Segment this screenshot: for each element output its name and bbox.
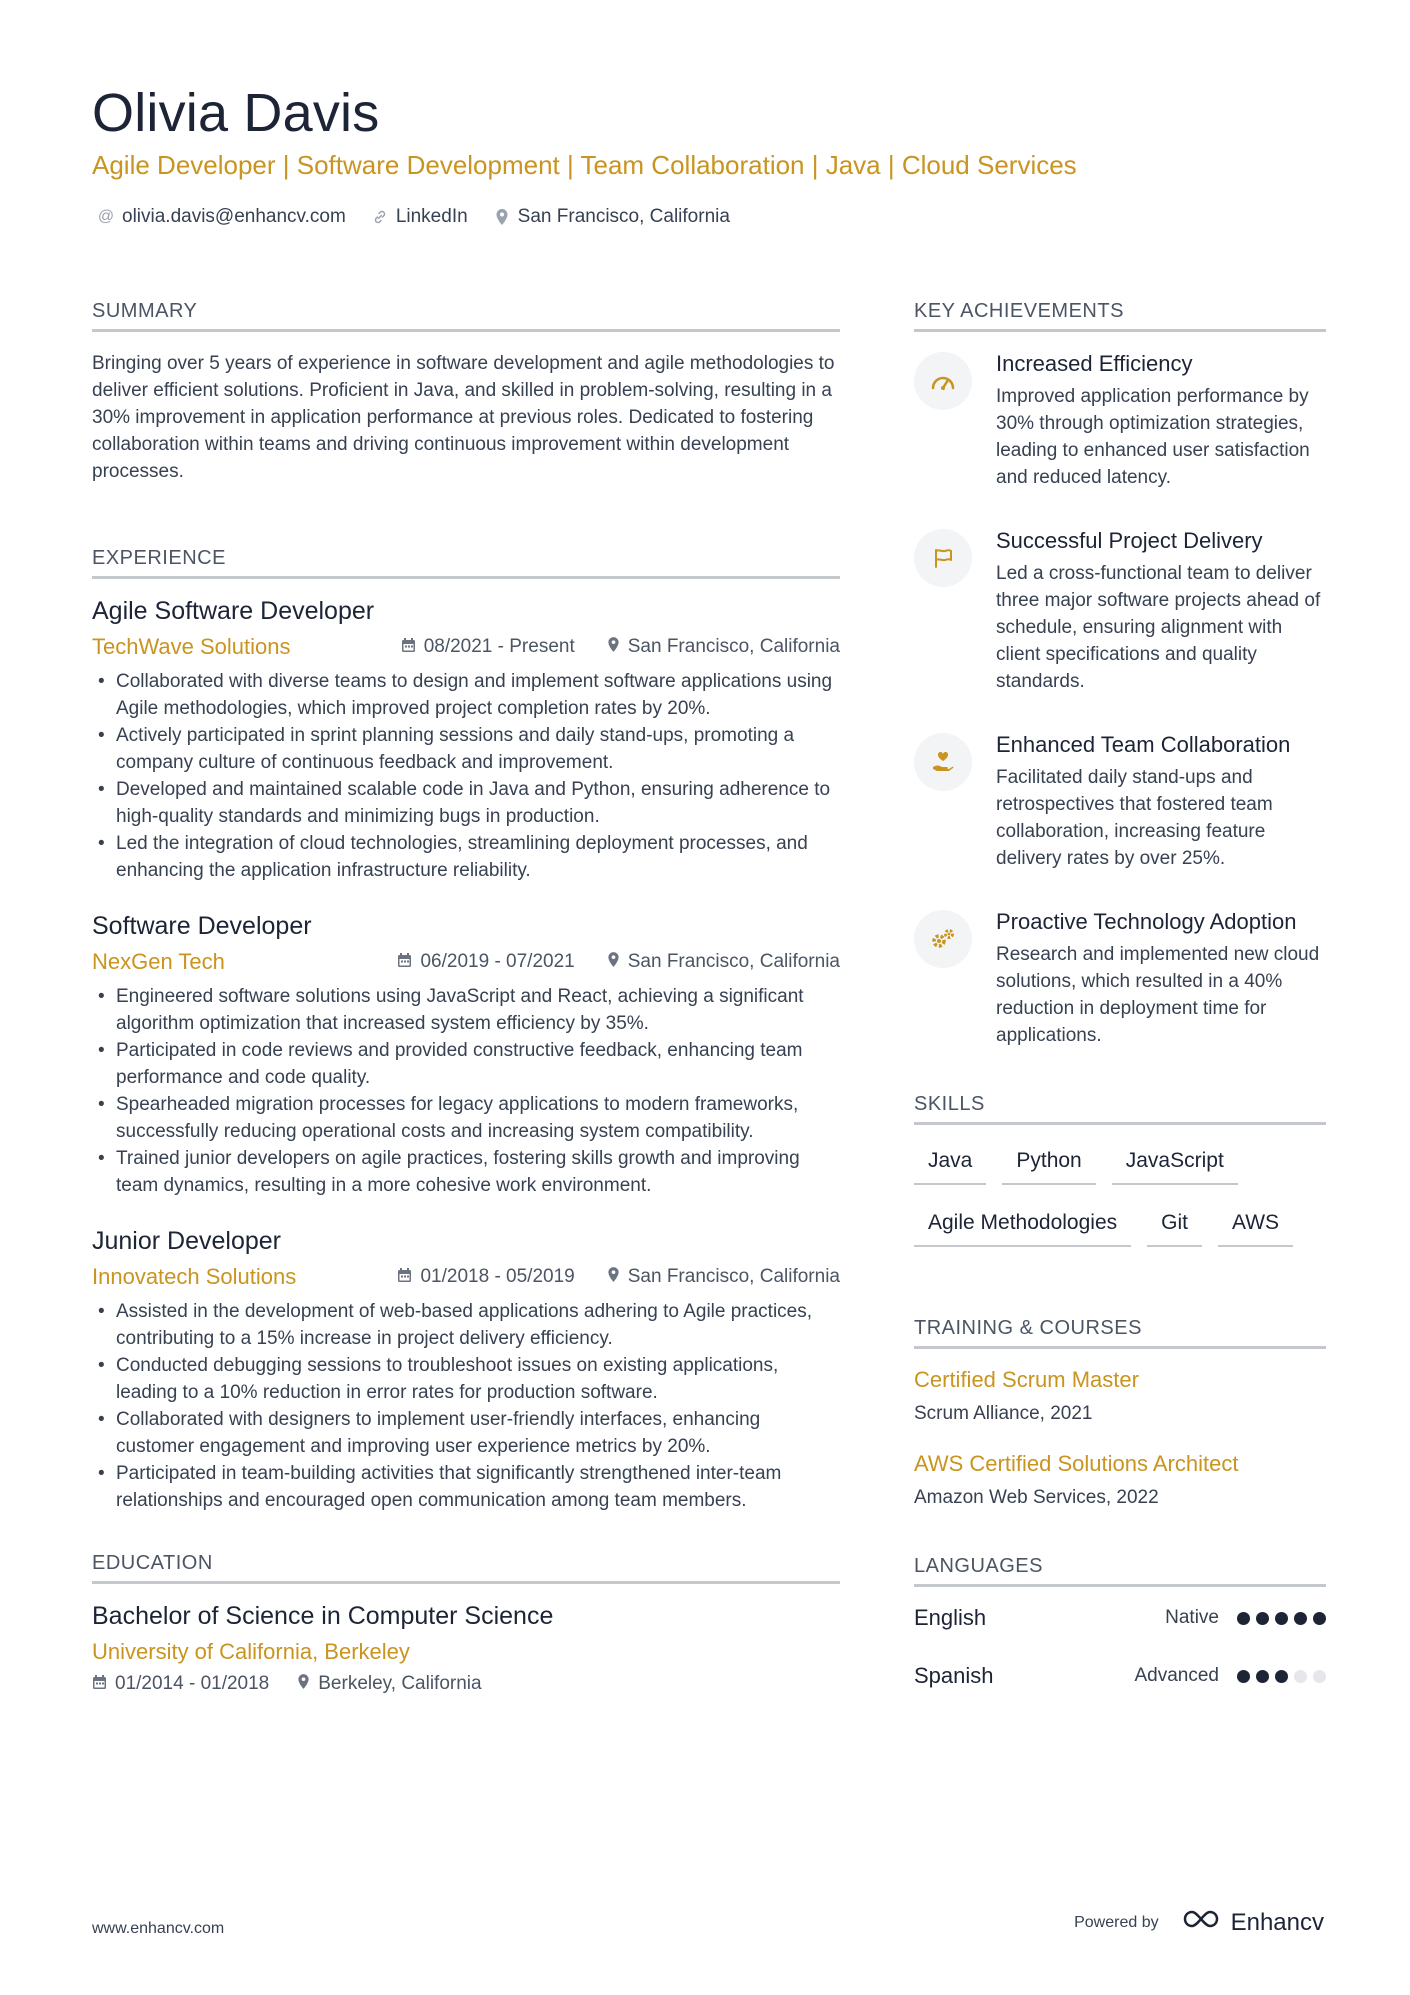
education-location [297,1673,481,1695]
achievement-item [914,527,1326,695]
list-item: • Conducted debugging sessions to troubleshoot issues on existing applications, leading to a 10% reduction in error rates for production software. [92,1352,840,1406]
rating-dot-filled [1237,1612,1250,1625]
achievement-desc: Facilitated daily stand-ups and retrospectives that fostered team collaboration, increasing feature delivery rates by over 25%. [996,767,1273,869]
email-text: olivia.davis@enhancv.com [122,206,346,227]
list-item: • Assisted in the development of web-based applications adhering to Agile practices, contributing to a 15% increase in project delivery efficiency. [92,1298,840,1352]
headline: Agile Developer | Software Development | Team Collaboration | Java | Cloud Services [92,150,1077,180]
language-rating [1237,1612,1326,1625]
job-location-text: San Francisco, California [627,1266,840,1287]
list-item: • Participated in team-building activities that significantly strengthened inter-team relationships and encouraged open communication among team members. [92,1460,840,1514]
rating-dot-filled [1275,1670,1288,1683]
infinity-logo-icon [1181,1908,1221,1937]
course-title: Certified Scrum Master [914,1367,1139,1392]
calendar-icon [397,1267,412,1288]
education-dates [92,1673,269,1695]
list-item: • Spearheaded migration processes for legacy applications to modern frameworks, successfully reducing operational costs and increasing system compatibility. [92,1091,840,1145]
rating-dot-filled [1237,1670,1250,1683]
job-title: Agile Software Developer [92,597,375,625]
section-title-summary: SUMMARY [92,300,840,332]
education-location-text: Berkeley, California [318,1673,482,1694]
skills-list [914,1143,1326,1247]
calendar-icon [92,1674,107,1695]
gauge-icon [914,352,972,410]
list-item: • Developed and maintained scalable code in Java and Python, ensuring adherence to high-quality standards and minimizing bugs in production. [92,776,840,830]
job-location-text: San Francisco, California [627,636,840,657]
job-dates-text: 08/2021 - Present [423,636,575,657]
achievement-desc: Led a cross-functional team to deliver three major software projects ahead of schedule, ensuring alignment with client specifications and quality standards. [996,563,1321,692]
list-item: • Led the integration of cloud technologies, streamlining deployment processes, and enhancing the application infrastructure reliability. [92,830,840,884]
summary-text: Bringing over 5 years of experience in software development and agile methodologies to deliver efficient solutions. Proficient in Java, and skilled in problem-solving, resulting in a 30% improvement in application performance at previous roles. Dedicated to fostering collaboration within teams and driving continuous improvement within development processes. [92,353,835,482]
language-item [914,1663,1326,1689]
brand-logo[interactable] [1181,1908,1324,1937]
skill-tag: Java [914,1143,986,1185]
location-pin-icon [297,1673,310,1695]
achievement-desc: Improved application performance by 30% through optimization strategies, leading to enhanced user satisfaction and reduced latency. [996,386,1310,488]
location-text: San Francisco, California [517,206,730,227]
flag-icon [914,529,972,587]
right-column [914,300,1326,1721]
contact-row [98,206,730,228]
list-item: • Collaborated with designers to implement user-friendly interfaces, enhancing customer engagement and improving user experience metrics by 20%. [92,1406,840,1460]
achievement-item [914,908,1326,1049]
contact-linkedin[interactable] [372,206,468,228]
job-dates [401,636,575,658]
job-title: Junior Developer [92,1227,281,1255]
section-title-experience: EXPERIENCE [92,547,840,579]
achievement-desc: Research and implemented new cloud solutions, which resulted in a 40% reduction in deployment time for applications. [996,944,1320,1046]
skill-tag: Agile Methodologies [914,1205,1131,1247]
course-item [914,1367,1326,1425]
calendar-icon [401,637,416,658]
location-pin-icon [494,208,510,226]
achievements-section [914,300,1326,1049]
location-pin-icon [607,951,620,973]
rating-dot-empty [1313,1670,1326,1683]
language-name: Spanish [914,1663,994,1688]
rating-dot-filled [1275,1612,1288,1625]
list-item: • Trained junior developers on agile practices, fostering skills growth and improving team dynamics, resulting in a more cohesive work environment. [92,1145,840,1199]
job-dates-text: 06/2019 - 07/2021 [420,951,575,972]
section-title-languages: LANGUAGES [914,1555,1326,1587]
achievement-title: Increased Efficiency [996,351,1193,376]
link-icon [372,209,388,225]
achievement-title: Successful Project Delivery [996,528,1263,553]
contact-location [494,206,730,228]
job-entry [92,912,840,1199]
at-icon: @ [97,208,115,225]
job-dates [397,951,574,973]
job-location [607,951,840,973]
list-item: • Engineered software solutions using JavaScript and React, achieving a significant algorithm optimization that increased system efficiency by 35%. [92,983,840,1037]
achievement-title: Proactive Technology Adoption [996,909,1297,934]
skill-tag: Git [1147,1205,1202,1247]
location-pin-icon [607,1266,620,1288]
section-title-training: TRAINING & COURSES [914,1317,1326,1349]
section-title-achievements: KEY ACHIEVEMENTS [914,300,1326,332]
rating-dot-filled [1313,1612,1326,1625]
skill-tag: JavaScript [1112,1143,1238,1185]
company-name: NexGen Tech [92,949,225,974]
training-section [914,1317,1326,1509]
languages-section [914,1555,1326,1689]
job-entry [92,1227,840,1514]
linkedin-text: LinkedIn [395,206,468,227]
language-level: Advanced [1134,1665,1219,1686]
location-pin-icon [607,636,620,658]
language-rating [1237,1670,1326,1683]
course-item [914,1451,1326,1509]
rating-dot-filled [1256,1612,1269,1625]
job-dates-text: 01/2018 - 05/2019 [420,1266,575,1287]
list-item: • Participated in code reviews and provided constructive feedback, enhancing team performance and code quality. [92,1037,840,1091]
job-location [607,636,840,658]
rating-dot-filled [1294,1612,1307,1625]
education-section [92,1552,840,1695]
course-title: AWS Certified Solutions Architect [914,1451,1239,1476]
job-location-text: San Francisco, California [627,951,840,972]
left-column [92,300,840,1695]
language-name: English [914,1605,987,1630]
job-dates [397,1266,574,1288]
powered-by-text: Powered by [1074,1913,1159,1931]
experience-section [92,547,840,1514]
job-entry [92,597,840,884]
section-title-education: EDUCATION [92,1552,840,1584]
achievement-title: Enhanced Team Collaboration [996,732,1291,757]
contact-email[interactable] [98,206,346,228]
language-item [914,1605,1326,1631]
education-dates-text: 01/2014 - 01/2018 [115,1673,270,1694]
language-level: Native [1165,1607,1219,1628]
course-provider: Scrum Alliance, 2021 [914,1403,1093,1424]
list-item: • Collaborated with diverse teams to design and implement software applications using Agile methodologies, which improved project completion rates by 20%. [92,668,840,722]
gears-icon [914,910,972,968]
rating-dot-empty [1294,1670,1307,1683]
skill-tag: Python [1002,1143,1095,1185]
calendar-icon [397,952,412,973]
rating-dot-filled [1256,1670,1269,1683]
footer-branding [1074,1908,1324,1937]
course-provider: Amazon Web Services, 2022 [914,1487,1159,1508]
summary-section [92,300,840,485]
degree-title: Bachelor of Science in Computer Science [92,1602,554,1630]
company-name: TechWave Solutions [92,634,291,659]
job-bullets [92,668,840,884]
company-name: Innovatech Solutions [92,1264,297,1289]
school-name: University of California, Berkeley [92,1639,410,1664]
brand-name: Enhancv [1230,1908,1324,1936]
section-title-skills: SKILLS [914,1093,1326,1125]
achievement-item [914,350,1326,491]
job-title: Software Developer [92,912,312,940]
footer-website[interactable]: www.enhancv.com [92,1920,225,1937]
hand-heart-icon [914,733,972,791]
job-bullets [92,1298,840,1514]
job-bullets [92,983,840,1199]
candidate-name: Olivia Davis [92,83,380,143]
skill-tag: AWS [1218,1205,1293,1247]
list-item: • Actively participated in sprint planning sessions and daily stand-ups, promoting a company culture of continuous feedback and improvement. [92,722,840,776]
achievement-item [914,731,1326,872]
skills-section [914,1093,1326,1247]
job-location [607,1266,840,1288]
